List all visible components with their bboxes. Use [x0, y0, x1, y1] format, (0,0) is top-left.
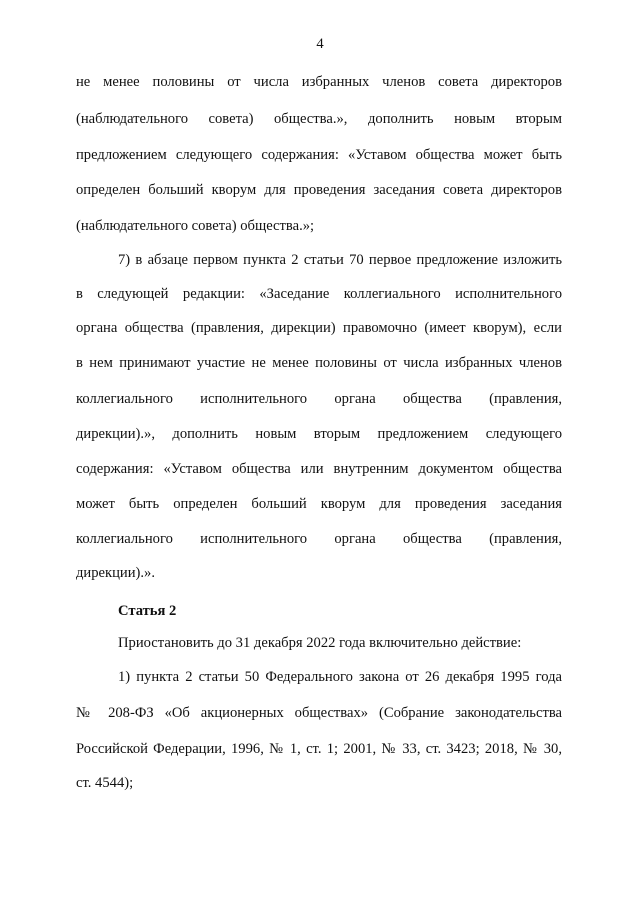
- article-heading: Статья 2: [118, 603, 177, 619]
- text-line: (наблюдательного совета) общества.»;: [76, 218, 315, 234]
- text-line: дирекции).», дополнить новым вторым предложением следующего: [76, 426, 562, 442]
- text-line: 1) пункта 2 статьи 50 Федерального закона от 26 декабря 1995 года: [118, 669, 562, 685]
- text-line: дирекции).».: [76, 565, 155, 581]
- text-line: Российской Федерации, 1996, № 1, ст. 1; 2001, № 33, ст. 3423; 2018, № 30,: [76, 741, 562, 757]
- text-line: ст. 4544);: [76, 775, 134, 791]
- page-number: 4: [316, 36, 324, 52]
- text-line: в нем принимают участие не менее половины от числа избранных членов: [76, 355, 562, 371]
- text-line: в следующей редакции: «Заседание коллегиального исполнительного: [76, 286, 562, 302]
- text-line: коллегиального исполнительного органа общества (правления,: [76, 531, 562, 547]
- text-line: (наблюдательного совета) общества.», дополнить новым вторым: [76, 111, 562, 127]
- text-line: Приостановить до 31 декабря 2022 года включительно действие:: [118, 635, 522, 651]
- text-line: определен больший кворум для проведения заседания совета директоров: [76, 182, 562, 198]
- text-line: коллегиального исполнительного органа общества (правления,: [76, 391, 562, 407]
- text-line: 7) в абзаце первом пункта 2 статьи 70 первое предложение изложить: [118, 252, 562, 268]
- text-line: не менее половины от числа избранных членов совета директоров: [76, 74, 562, 90]
- text-line: № 208-ФЗ «Об акционерных обществах» (Собрание законодательства: [76, 705, 562, 721]
- text-line: содержания: «Уставом общества или внутренним документом общества: [76, 461, 562, 477]
- text-line: органа общества (правления, дирекции) правомочно (имеет кворум), если: [76, 320, 562, 336]
- text-line: может быть определен больший кворум для проведения заседания: [76, 496, 562, 512]
- text-line: предложением следующего содержания: «Уставом общества может быть: [76, 147, 562, 163]
